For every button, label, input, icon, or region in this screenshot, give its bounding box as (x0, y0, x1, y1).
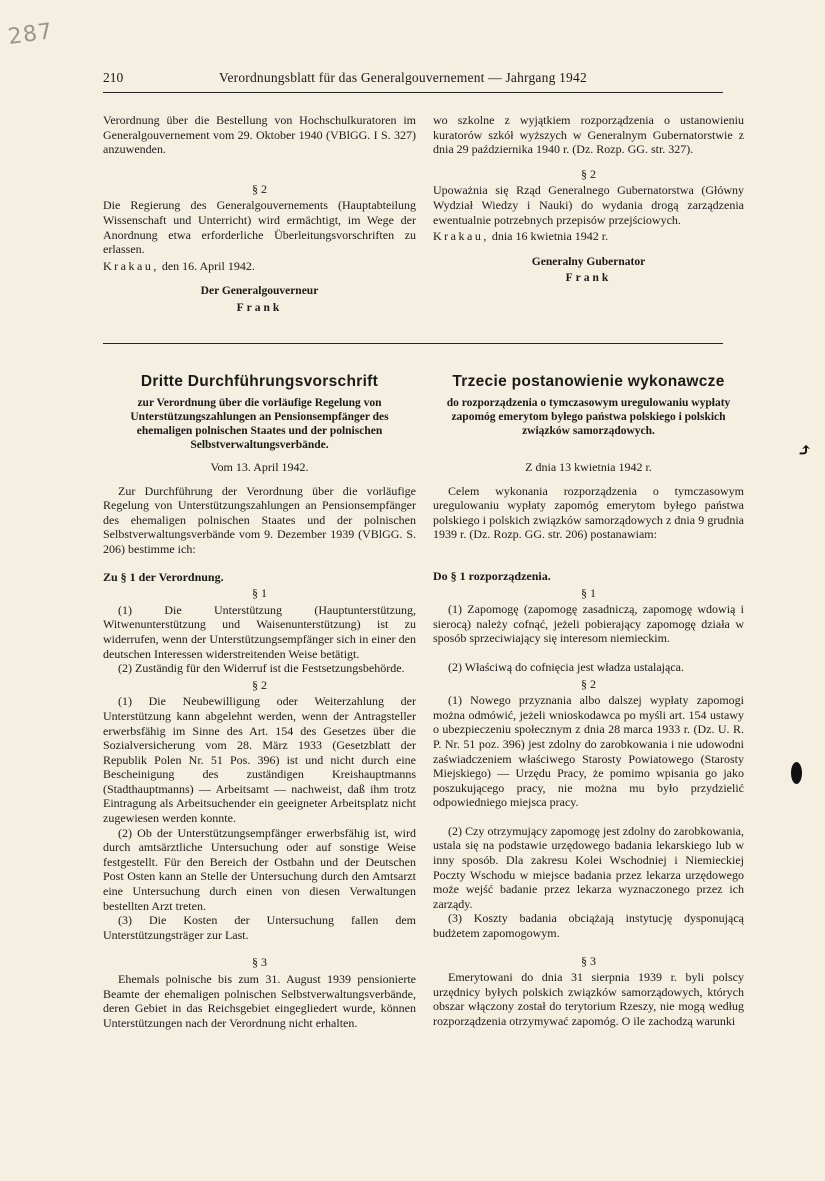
polish-section-1-para-1: (1) Zapomogę (zapomogę zasadniczą, zapomogę wdowią i sierocą) należy cofnąć, jeżeli pobierający zapomogę działa w sposób sprzeciwiający się interesom niemieckim. (433, 602, 744, 646)
running-title: Verordnungsblatt für das Generalgouvernement — Jahrgang 1942 (219, 70, 587, 85)
german-date: Vom 13. April 1942. (210, 460, 309, 474)
top-polish-signature-title: Generalny Gubernator (531, 255, 646, 268)
polish-section-2-para-2: (2) Czy otrzymujący zapomogę jest zdolny do zarobkowania, ustala się na podstawie urzędowego badania lekarskiego lub w inny sposób. Dla zakresu Kolei Wschodniej i Niemieckiej Poczty Wschodu w miejsce badania przez lekarza urzędowego może wejść badanie przez lekarza wyznaczonego przez ich zarządy. (433, 823, 744, 911)
polish-section-1-para-2: (2) Właściwą do cofnięcia jest władza ustalająca. (448, 659, 684, 674)
german-body (103, 460, 416, 1030)
section-divider (103, 343, 723, 344)
polish-subtitle: do rozporządzenia o tymczasowym uregulowaniu wypłaty zapomóg emerytom byłego państwa polskiego i polskich związków samorządowych. (446, 397, 731, 437)
polish-reference-heading: Do § 1 rozporządzenia. (433, 568, 551, 583)
pencil-archive-note: 287 (6, 18, 55, 51)
german-section-3-mark: § 3 (252, 955, 267, 970)
running-header (103, 70, 723, 90)
top-german-signature-name: Frank (236, 301, 283, 314)
margin-arrow-mark: ⤴ (797, 440, 813, 460)
header-rule (103, 92, 723, 93)
polish-section-2-para-1: (1) Nowego przyznania albo dalszej wypłaty zapomogi można odmówić, jeżeli wnioskodawca po myśli art. 154 ustawy o ubezpieczeniu społecznym z dnia 28 marca 1933 r. (Dz. U. R. P. Nr. 51 poz. 396) jest zdolny do zarobkowania i nie udowodni zaświadczeniem właściwego Starosty Powiatowego (Starosty Miejskiego) — Urzędu Pracy, że pomimo wpisania go jako poszukującego pracy, nie można mu było przydzielić odpowiedniego miejsca pracy. (433, 693, 744, 810)
german-section-2-para-3: (3) Die Kosten der Untersuchung fallen dem Unterstützungsträger zur Last. (103, 913, 416, 942)
german-section-1-para-2: (2) Zuständig für den Widerruf ist die Festsetzungsbehörde. (118, 661, 405, 676)
top-german-intro: Verordnung über die Bestellung von Hochschulkuratoren im Generalgouvernement vom 29. Oktober 1940 (VBlGG. I S. 327) anzuwenden. (103, 113, 416, 157)
top-polish-date: dnia 16 kwietnia 1942 r. (488, 229, 609, 244)
top-german-section-text: Die Regierung des Generalgouvernements (Hauptabteilung Wissenschaft und Unterricht) wird ermächtigt, im Wege der Anordnung etwa erforderliche Überleitungsvorschriften zu erlassen. (103, 198, 416, 257)
top-german-place: Krakau, (103, 258, 159, 273)
top-german-signature-title: Der Generalgouverneur (200, 285, 319, 298)
polish-section-2-mark: § 2 (581, 676, 596, 691)
top-polish-section-text: Upoważnia się Rząd Generalnego Gubernatorstwa (Główny Wydział Wiedzy i Nauki) do wydania drogą zarządzenia ewentualnie potrzebnych przepisów przejściowych. (433, 183, 744, 227)
german-section-2-para-2: (2) Ob der Unterstützungsempfänger erwerbsfähig ist, wird durch amtsärztliche Untersuchung oder auf sonstige Weise festgestellt. Für den Bereich der Ostbahn und der Deutschen Post Osten kann an Stelle der Untersuchung durch den Amtsarzt eine Untersuchung durch einen von diesen Verwaltungen bestellten Arzt treten. (103, 825, 416, 913)
polish-section-3-mark: § 3 (581, 953, 596, 968)
german-subtitle: zur Verordnung über die vorläufige Regelung von Unterstützungszahlungen an Pensionsempfänger des ehemaligen polnischen Staates und der polnischen Selbstverwaltungsverbände. (130, 397, 389, 451)
top-german-dateline (103, 259, 416, 274)
german-section-2-mark: § 2 (252, 677, 267, 692)
german-reference-heading: Zu § 1 der Verordnung. (103, 569, 224, 584)
top-polish-dateline (433, 229, 744, 244)
top-polish-signature-name: Frank (565, 272, 612, 285)
polish-section-2-para-3: (3) Koszty badania obciążają instytucję dysponującą budżetem zapomogowym. (433, 911, 744, 941)
top-polish-intro: wo szkolne z wyjątkiem rozporządzenia o ustanowieniu kuratorów szkół wyższych w Generalnym Gubernatorstwie z dnia 29 października 1940 r. (Dz. Rozp. GG. str. 327). (433, 113, 744, 157)
top-german-column (103, 113, 416, 316)
polish-title: Trzecie postanowienie wykonawcze (452, 373, 725, 390)
german-section-3-para-1: Ehemals polnische bis zum 31. August 1939 pensionierte Beamte der ehemaligen polnischen Selbstverwaltungsverbände, deren Gebiet in das Reichsgebiet eingegliedert wurde, können Unterstützungen nach der Verordnung nicht erhalten. (103, 972, 416, 1030)
top-german-section-mark: § 2 (252, 181, 267, 196)
german-section-2-para-1: (1) Die Neubewilligung oder Weiterzahlung der Unterstützung kann abgelehnt werden, wenn der Antragsteller erwerbsfähig im Sinne des Art. 154 des Gesetzes über die Sozialversicherung vom 28. März 1933 (Gesetzblatt der Republik Polen Nr. 51 Pos. 396) ist und nicht durch eine Bescheinigung des zuständigen Kreishauptmanns (Stadthauptmanns) — Arbeitsamt — nachweist, daß ihm trotz Eintragung als Arbeitsuchender ein geeigneter Arbeitsplatz nicht zugewiesen werden konnte. (103, 694, 416, 826)
german-preamble: Zur Durchführung der Verordnung über die vorläufige Regelung von Unterstützungszahlungen an Pensionsempfänger des ehemaligen polnischen Staates und der polnischen Selbstverwaltungsverbände vom 9. Dezember 1939 (VBlGG. S. 206) bestimme ich: (103, 483, 416, 556)
german-title: Dritte Durchführungsvorschrift (140, 373, 379, 390)
polish-body (433, 460, 744, 1029)
top-polish-column (433, 113, 744, 286)
polish-section-1-mark: § 1 (581, 585, 596, 600)
polish-section-3-para-1: Emerytowani do dnia 31 sierpnia 1939 r. byli polscy urzędnicy byłych polskich związków samorządowych, których obszar włączony został do terytorium Rzeszy, nie mogą według rozporządzenia otrzymywać zapomóg. O ile zachodzą warunki (433, 970, 744, 1028)
polish-date: Z dnia 13 kwietnia 1942 r. (525, 460, 652, 474)
top-polish-section-mark: § 2 (581, 166, 596, 181)
top-polish-place: Krakau, (433, 229, 489, 244)
polish-preamble: Celem wykonania rozporządzenia o tymczasowym uregulowaniu wypłaty zapomóg emerytom byłego państwa polskiego i polskich związków samorządowych z dnia 9 grudnia 1939 r. (Dz. Rozp. GG. str. 206) postanawiam: (433, 483, 744, 542)
top-german-date: den 16. April 1942. (158, 258, 255, 273)
page-number: 210 (103, 70, 124, 85)
german-section-1-para-1: (1) Die Unterstützung (Hauptunterstützung, Witwenunterstützung und Waisenunterstützung) ist zu widerrufen, wenn der Unterstützungsempfänger sich in einer den deutschen Interessen widerstreitenden Weise betätigt. (103, 602, 416, 661)
margin-ink-blot (791, 762, 802, 784)
german-section-1-mark: § 1 (252, 586, 267, 601)
